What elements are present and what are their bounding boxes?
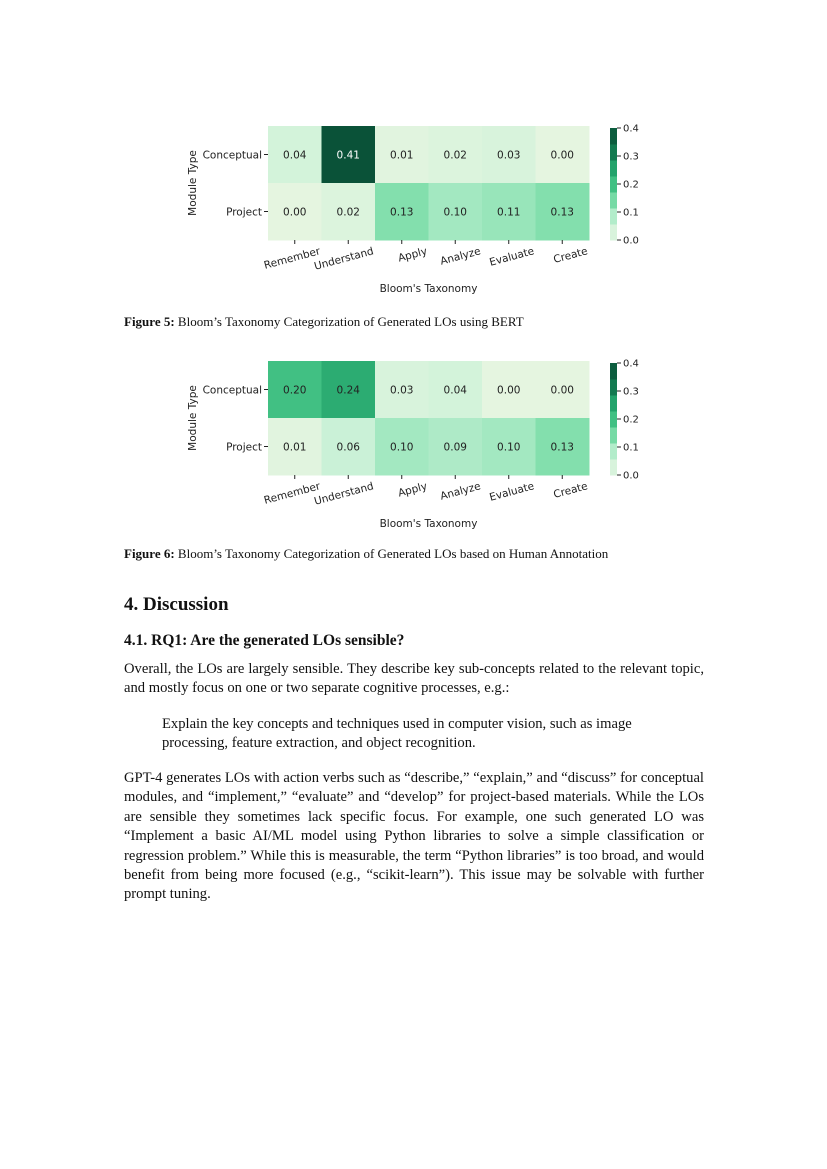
colorbar-tick-label: 0.0 — [623, 235, 639, 247]
figure-6-text: Bloom’s Taxonomy Categorization of Generated LOs based on Human Annotation — [177, 546, 609, 561]
x-tick-label: Evaluate — [488, 245, 536, 269]
colorbar-tick-label: 0.4 — [623, 123, 639, 135]
colorbar-tick-label: 0.1 — [623, 442, 639, 454]
cell-value-label: 0.20 — [283, 384, 307, 397]
colorbar-tick-label: 0.4 — [623, 358, 639, 370]
cell-value-label: 0.00 — [550, 149, 574, 162]
cell-value-label: 0.24 — [336, 384, 360, 397]
colorbar-segment — [610, 176, 617, 193]
colorbar-segment — [610, 128, 617, 145]
x-axis-label: Bloom's Taxonomy — [379, 518, 478, 530]
example-quote: Explain the key concepts and techniques used in computer vision, such as image processing, feature extraction, and object recognition. — [162, 716, 632, 752]
x-tick-label: Understand — [312, 480, 376, 508]
colorbar-tick-label: 0.1 — [623, 207, 639, 219]
cell-value-label: 0.04 — [283, 149, 307, 162]
figure-5-label: Figure 5: — [124, 314, 175, 329]
cell-value-label: 0.10 — [390, 441, 414, 454]
figure-6-label: Figure 6: — [124, 546, 175, 561]
cell-value-label: 0.00 — [283, 206, 307, 219]
paragraph-action-verbs: GPT-4 generates LOs with action verbs such as “describe,” “explain,” and “discuss” for conceptual modules, and “implement,” “evaluate” and “develop” for project-based materials. While the LOs are sensible they sometimes lack specific focus. For example, one such generated LO was “Implement a basic AI/ML model using Python libraries to solve a simple classification or regression problem.” While this is measurable, the term “Python libraries” is too broad, and would benefit from being more focused (e.g., “scikit-learn”). This issue may be solvable with further prompt tuning. — [124, 770, 704, 903]
y-tick-label: Conceptual — [202, 149, 262, 162]
subsection-title: 4.1. RQ1: Are the generated LOs sensible? — [124, 632, 405, 649]
colorbar-segment — [610, 459, 617, 476]
cell-value-label: 0.00 — [497, 384, 521, 397]
y-axis-label: Module Type — [187, 150, 199, 216]
colorbar-segment — [610, 379, 617, 396]
x-tick-label: Apply — [396, 480, 429, 500]
x-tick-label: Remember — [262, 245, 322, 272]
colorbar-tick-label: 0.3 — [623, 386, 639, 398]
x-tick-label: Create — [552, 245, 590, 266]
colorbar-tick-label: 0.2 — [623, 414, 639, 426]
colorbar-segment — [610, 363, 617, 380]
colorbar-segment — [610, 224, 617, 241]
x-tick-label: Evaluate — [488, 480, 536, 504]
x-tick-label: Analyze — [438, 480, 483, 503]
cell-value-label: 0.06 — [336, 441, 360, 454]
colorbar-segment — [610, 395, 617, 412]
cell-value-label: 0.11 — [497, 206, 521, 219]
paragraph-overview: Overall, the LOs are largely sensible. They describe key sub-concepts related to the relevant topic, and mostly focus on one or two separate cognitive processes, e.g.: — [124, 661, 704, 697]
y-tick-label: Project — [226, 441, 262, 454]
colorbar-tick-label: 0.0 — [623, 470, 639, 482]
cell-value-label: 0.02 — [443, 149, 467, 162]
cell-value-label: 0.03 — [497, 149, 521, 162]
section-title: 4. Discussion — [124, 594, 229, 615]
x-tick-label: Remember — [262, 480, 322, 507]
y-axis-label: Module Type — [187, 385, 199, 451]
y-tick-label: Project — [226, 206, 262, 219]
colorbar-segment — [610, 192, 617, 209]
cell-value-label: 0.10 — [443, 206, 467, 219]
x-tick-label: Understand — [312, 245, 376, 273]
figure-6-caption — [124, 546, 608, 562]
cell-value-label: 0.41 — [336, 149, 360, 162]
colorbar-segment — [610, 427, 617, 444]
colorbar-segment — [610, 144, 617, 161]
colorbar-segment — [610, 208, 617, 225]
y-tick-label: Conceptual — [202, 384, 262, 397]
x-tick-label: Create — [552, 480, 590, 501]
colorbar-segment — [610, 443, 617, 460]
cell-value-label: 0.10 — [497, 441, 521, 454]
x-tick-label: Apply — [396, 245, 429, 265]
cell-value-label: 0.13 — [390, 206, 414, 219]
cell-value-label: 0.13 — [550, 206, 574, 219]
cell-value-label: 0.00 — [550, 384, 574, 397]
figure-5-caption — [124, 314, 524, 330]
cell-value-label: 0.01 — [390, 149, 414, 162]
cell-value-label: 0.09 — [443, 441, 467, 454]
x-tick-label: Analyze — [438, 245, 483, 268]
figure-5-text: Bloom’s Taxonomy Categorization of Generated LOs using BERT — [177, 314, 524, 329]
colorbar-segment — [610, 160, 617, 177]
colorbar-tick-label: 0.3 — [623, 151, 639, 163]
cell-value-label: 0.02 — [336, 206, 360, 219]
x-axis-label: Bloom's Taxonomy — [379, 283, 478, 295]
cell-value-label: 0.03 — [390, 384, 414, 397]
cell-value-label: 0.13 — [550, 441, 574, 454]
colorbar-segment — [610, 411, 617, 428]
cell-value-label: 0.01 — [283, 441, 307, 454]
colorbar-tick-label: 0.2 — [623, 179, 639, 191]
cell-value-label: 0.04 — [443, 384, 467, 397]
